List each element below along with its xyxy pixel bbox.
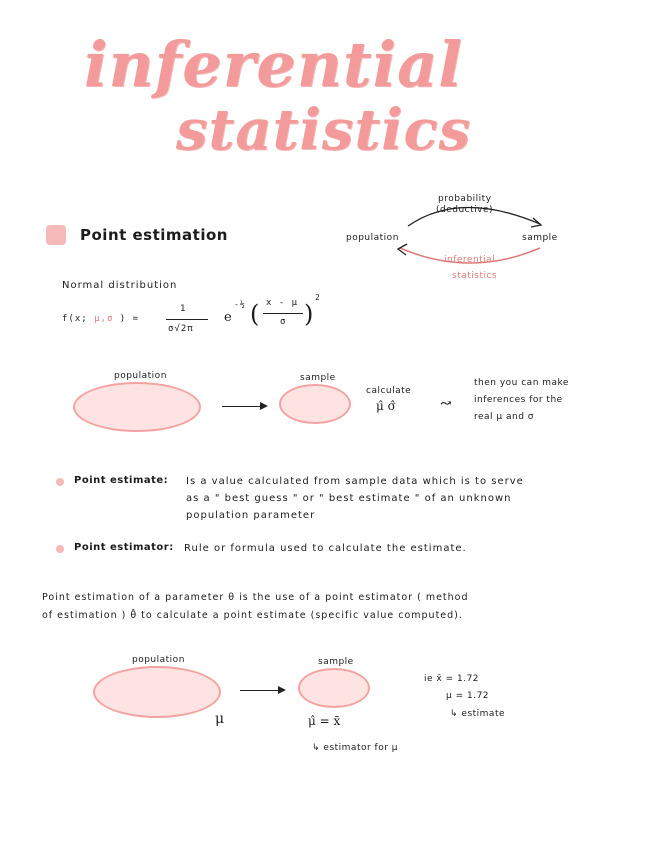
definition-term: Point estimate: bbox=[74, 475, 169, 486]
d2-ie-line3: ↳ estimate bbox=[450, 709, 506, 719]
formula-params: μ,σ bbox=[94, 314, 114, 324]
definition-line: Rule or formula used to calculate the estimate. bbox=[184, 543, 467, 554]
section-heading: Point estimation bbox=[80, 226, 228, 244]
paragraph-line2: of estimation ) θ̂ to calculate a point estimate (specific value computed). bbox=[42, 610, 463, 621]
d1-population-ellipse bbox=[73, 382, 201, 432]
cycle-bottom-line1: inferential bbox=[444, 255, 496, 265]
d2-population-ellipse bbox=[93, 666, 221, 718]
formula-open-paren: ( bbox=[250, 300, 260, 328]
formula-f: f(x; bbox=[62, 314, 88, 324]
d1-then-line1: then you can make bbox=[474, 378, 569, 388]
cycle-bottom-line2: statistics bbox=[452, 271, 498, 281]
formula-inner-line bbox=[263, 313, 303, 314]
d1-calc-symbols: μ̂ σ̂ bbox=[376, 399, 396, 413]
definition-bullet bbox=[56, 545, 64, 553]
d2-mu-symbol: μ bbox=[215, 711, 225, 727]
d2-sample-ellipse bbox=[298, 668, 370, 708]
heading-bullet bbox=[46, 225, 66, 245]
d2-population-label: population bbox=[132, 655, 185, 665]
title-line-1: inferential bbox=[84, 28, 463, 101]
formula-denominator: σ√2π bbox=[168, 324, 194, 334]
d2-equation: μ̂ = x̄ bbox=[308, 714, 341, 728]
formula-lhs-end: ) = bbox=[119, 314, 140, 324]
definition-line: Is a value calculated from sample data which is to serve bbox=[186, 476, 524, 487]
definition-bullet bbox=[56, 478, 64, 486]
cycle-population-label: population bbox=[346, 233, 399, 243]
cycle-top-line2: (deductive) bbox=[436, 205, 494, 215]
definition-line: as a " best guess " or " best estimate " of an unknown bbox=[186, 493, 512, 504]
formula-numerator: 1 bbox=[180, 304, 187, 314]
cycle-sample-label: sample bbox=[522, 233, 558, 243]
d1-then-line2: inferences for the bbox=[474, 395, 563, 405]
d1-population-label: population bbox=[114, 371, 167, 381]
d1-sample-ellipse bbox=[279, 384, 351, 424]
d1-then-line3: real μ and σ bbox=[474, 412, 534, 422]
title-line-2: statistics bbox=[176, 97, 472, 163]
formula-e: e bbox=[224, 310, 232, 325]
paragraph-line1: Point estimation of a parameter θ is the use of a point estimator ( method bbox=[42, 592, 469, 603]
formula-inner-denominator: σ bbox=[280, 317, 287, 327]
formula-exponent: -½ bbox=[234, 300, 246, 309]
definition-line: population parameter bbox=[186, 510, 316, 521]
normal-formula-lhs bbox=[62, 314, 139, 324]
definition-term: Point estimator: bbox=[74, 542, 174, 553]
d2-arrow-icon bbox=[240, 690, 284, 691]
formula-close-paren: ) bbox=[304, 300, 314, 328]
d1-sample-label: sample bbox=[300, 373, 336, 383]
d1-calc-label: calculate bbox=[366, 386, 412, 396]
cycle-top-line1: probability bbox=[438, 194, 492, 204]
formula-power: 2 bbox=[315, 293, 321, 302]
d2-ie-line2: μ = 1.72 bbox=[446, 691, 490, 701]
d2-estimator-note: ↳ estimator for μ bbox=[312, 743, 398, 753]
d2-ie-line1: ie x̄ = 1.72 bbox=[424, 674, 480, 684]
d2-sample-label: sample bbox=[318, 657, 354, 667]
formula-inner-numerator: x - μ bbox=[266, 298, 299, 308]
d1-curly-arrow-icon: ↝ bbox=[440, 396, 452, 412]
formula-fraction-line bbox=[166, 319, 208, 320]
normal-label: Normal distribution bbox=[62, 280, 178, 291]
d1-arrow-icon bbox=[222, 406, 266, 407]
